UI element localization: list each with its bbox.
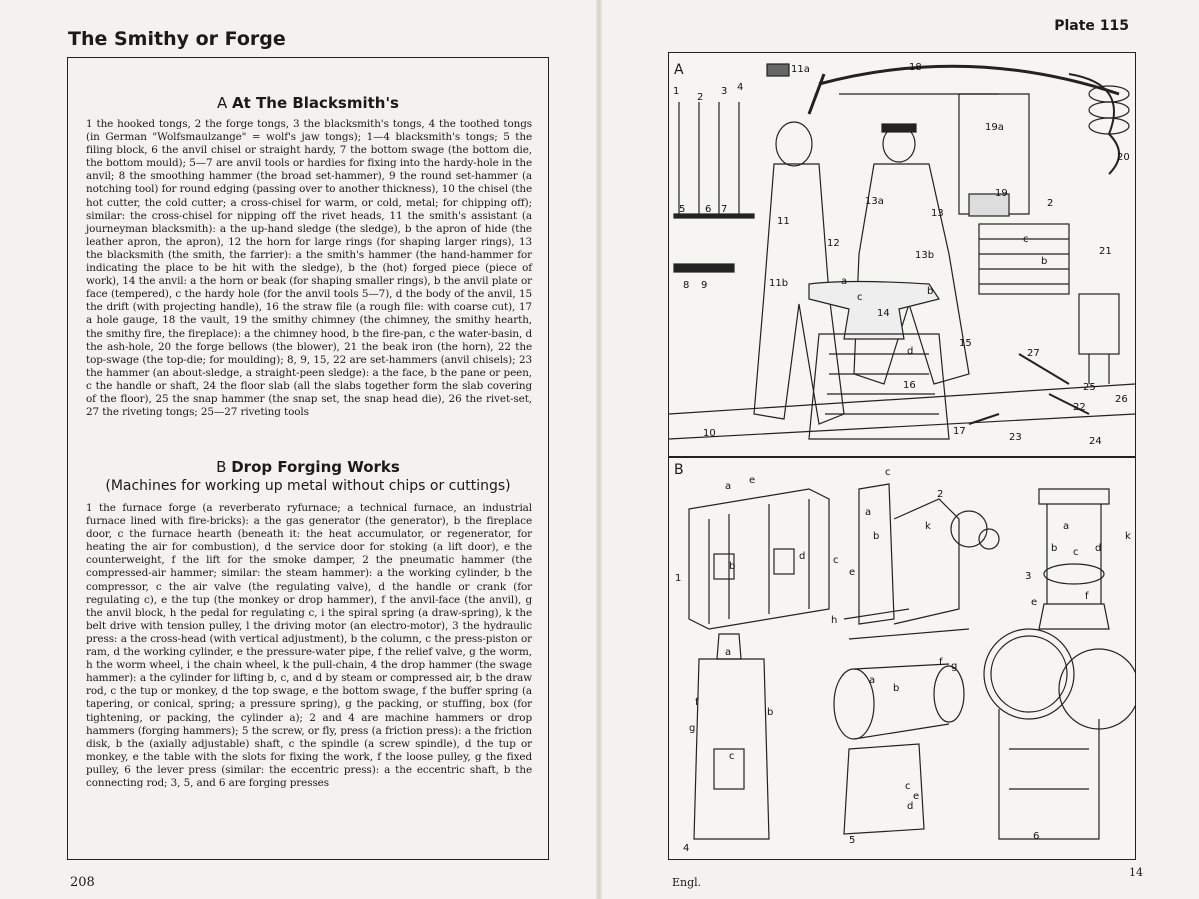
- fig-b-label-g4: g: [689, 723, 696, 734]
- fig-a-label-d: d: [907, 346, 914, 357]
- fig-b-label-d3: d: [1095, 543, 1102, 554]
- page-number-left: 208: [70, 875, 95, 890]
- fig-b-label-f4: f: [695, 697, 699, 708]
- fig-b-label-c3: c: [1073, 547, 1079, 558]
- fig-a-label-5: 5: [679, 204, 686, 215]
- plate-label: Plate 115: [1054, 18, 1129, 34]
- fig-b-label-a5: a: [869, 675, 876, 686]
- fig-a-label-8: 8: [683, 280, 690, 291]
- section-a-body: 1 the hooked tongs, 2 the forge tongs, 3 the blacksmith's tongs, 4 the toothed tongs (in German "Wolfsmaulzange" = wolf's jaw tongs); 1—4 blacksmith's tongs; 5 the filing block, 6 the anvil chisel or straight hardy, 7 the bottom swage (the bottom die, the bottom mould); 5—7 are anvil tools or hardies for fixing into the hardy-hole in the anvil; 8 the smoothing hammer (the broad set-hammer), 9 the round set-hammer (a notching tool) for round edging (passing over to another thickness), 10 the chisel (the hot cutter, the cold cutter; a cross-chisel for warm, or cold, metal; for chipping off); similar: the cross-chisel for nipping off the rivet heads, 11 the smith's assistant (a journeyman blacksmith): a the up-hand sledge (the sledge), b the apron of hide (the leather apron, the apron), 12 the horn for large rings (for shaping larger rings), 13 the blacksmith (the smith, the farrier): a the smith's hammer (the hand-hammer for indicating the place to be hit with the sledge), b the (hot) forged piece (piece of work), 14 the anvil: a the horn or beak (for shaping smaller rings), b the anvil plate or face (tempered), c the hardy hole (for the anvil tools 5—7), d the body of the anvil, 15 the drift (with projecting handle), 16 the straw file (a rough file: with coarse cut), 17 a hole gauge, 18 the vault, 19 the smithy chimney (the chimney, the smithy hearth, the smithy fire, the fireplace): a the chimney hood, b the fire-pan, c the water-basin, d the ash-hole, 20 the forge bellows (the blower), 21 the beak iron (the horn), 22 the top-swage (the top-die; for moulding); 8, 9, 15, 22 are set-hammers (anvil chisels); 23 the hammer (an about-sledge, a straight-peen sledge): a the face, b the pane or peen, c the handle or shaft, 24 the floor slab (all the slabs together form the slab covering of the floor), 25 the snap hammer (the snap set, the snap head die), 26 the rivet-set, 27 the riveting tongs; 25—27 riveting tools: [86, 118, 532, 419]
- fig-b-label-e5: e: [913, 791, 920, 802]
- fig-a-label-20: 20: [1117, 152, 1130, 163]
- fig-a-label-c2: c: [857, 292, 863, 303]
- fig-b-label-e: e: [749, 475, 756, 486]
- fig-b-label-f5: f: [939, 657, 943, 668]
- fig-b-label-b2: b: [873, 531, 880, 542]
- section-b-body: 1 the furnace forge (a reverberato ryfurnace; a technical furnace, an industrial furnace lined with fire-bricks): a the gas generator (the generator), b the fireplace door, c the furnace hearth (beneath it: the heat accumulator, or regenerator, for heating the air for combustion), d the service door for stoking (a lift door), e the counterweight, f the lift for the smoke damper, 2 the pneumatic hammer (the compressed-air hammer; similar: the steam hammer): a the working cylinder, b the compressor, c the air valve (the regulating valve), d the handle or crank (for regulating c), e the tup (the monkey or drop hammer), f the anvil-face (the anvil), g the anvil block, h the pedal for regulating c, i the spiral spring (a draw-spring), k the belt drive with tension pulley, l the driving motor (an electro-motor), 3 the hydraulic press: a the cross-head (with vertical adjustment), b the column, c the press-piston or ram, d the working cylinder, e the pressure-water pipe, f the relief valve, g the worm, h the worm wheel, i the chain wheel, k the pull-chain, 4 the drop hammer (the swage hammer): a the cylinder for lifting b, c, and d by steam or compressed air, b the draw rod, c the tup or monkey, d the top swage, e the bottom swage, f the buffer spring (a tapering, or conical, spring; a pressure spring), g the packing, or stuffing, box (for tightening, or packing, the cylinder a); 2 and 4 are machine hammers or drop hammers (forging hammers); 5 the screw, or fly, press (a friction press): a the friction disk, b the (axially adjustable) shaft, c the spindle (a screw spindle), d the tup or monkey, e the table with the slots for fixing the work, f the loose pulley, g the fixed pulley, 6 the lever press (similar: the eccentric press): a the eccentric shaft, b the connecting rod; 3, 5, and 6 are forging presses: [86, 502, 532, 789]
- fig-a-label-12: 12: [827, 238, 840, 249]
- fig-a-label-11: 11: [777, 216, 790, 227]
- fig-a-label-13a: 13a: [865, 196, 884, 207]
- fig-a-label-6: 6: [705, 204, 712, 215]
- fig-a-label-19a: 19a: [985, 122, 1004, 133]
- fig-a-label-25: 25: [1083, 382, 1096, 393]
- fig-b-label-d5: d: [907, 801, 914, 812]
- fig-a-label-2b: 2: [1047, 198, 1054, 209]
- fig-a-label-b: b: [1041, 256, 1048, 267]
- fig-b-label-e3: e: [1031, 597, 1038, 608]
- fig-b-label-b: b: [729, 561, 736, 572]
- fig-b-label-a2: a: [865, 507, 872, 518]
- fig-a-label-11b: 11b: [769, 278, 789, 289]
- fig-a-label-7: 7: [721, 204, 728, 215]
- fig-b-label-6: 6: [1033, 831, 1040, 842]
- fig-a-label-17: 17: [953, 426, 966, 437]
- page-title: The Smithy or Forge: [68, 28, 286, 50]
- fig-b-label-2: 2: [937, 489, 944, 500]
- fig-b-label-b5: b: [893, 683, 900, 694]
- fig-b-label-h: h: [831, 615, 838, 626]
- fig-b-label-a4: a: [725, 647, 732, 658]
- fig-a-label-16: 16: [903, 380, 916, 391]
- fig-b-label-d: d: [799, 551, 806, 562]
- text-frame: [67, 57, 549, 860]
- fig-a-label-10: 10: [703, 428, 716, 439]
- fig-b-label-b4: b: [767, 707, 774, 718]
- fig-b-label-5: 5: [849, 835, 856, 846]
- fig-b-label-c4: c: [729, 751, 735, 762]
- fig-a-label-9: 9: [701, 280, 708, 291]
- fig-a-label-18: 18: [909, 62, 922, 73]
- section-b-subheading: (Machines for working up metal without chips or cuttings): [105, 478, 511, 494]
- footer-mark: Engl.: [672, 876, 702, 889]
- fig-a-label-21: 21: [1099, 246, 1112, 257]
- fig-b-label-1: 1: [675, 573, 682, 584]
- left-page: [0, 0, 598, 899]
- fig-b-label-a: a: [725, 481, 732, 492]
- section-a-letter: A: [217, 94, 228, 112]
- fig-a-label-22: 22: [1073, 402, 1086, 413]
- fig-a-label-b2: b: [927, 286, 934, 297]
- fig-b-label-k: k: [925, 521, 931, 532]
- fig-a-label-15: 15: [959, 338, 972, 349]
- page-number-right: 14: [1129, 866, 1143, 879]
- fig-a-label-14: 14: [877, 308, 890, 319]
- fig-a-label-13b: 13b: [915, 250, 935, 261]
- fig-a-label-27: 27: [1027, 348, 1040, 359]
- fig-b-label-4: 4: [683, 843, 690, 854]
- fig-a-label-a: a: [841, 276, 848, 287]
- fig-a-label-26: 26: [1115, 394, 1128, 405]
- smithy-illustration: [669, 54, 1135, 454]
- plate-divider: [668, 456, 1136, 458]
- fig-b-label-f3: f: [1085, 591, 1089, 602]
- fig-a-label-1: 1: [673, 86, 680, 97]
- fig-b-label-a3: a: [1063, 521, 1070, 532]
- fig-a-label-23: 23: [1009, 432, 1022, 443]
- fig-b-label-g5: g: [951, 661, 958, 672]
- fig-a-label-13: 13: [931, 208, 944, 219]
- fig-b-label-c2: c: [885, 467, 891, 478]
- fig-a-label-24: 24: [1089, 436, 1102, 447]
- fig-a-label-11a: 11a: [791, 64, 810, 75]
- drop-forging-illustration: [669, 459, 1135, 858]
- fig-a-label-19: 19: [995, 188, 1008, 199]
- section-a-heading: [68, 94, 548, 112]
- section-a-title: At The Blacksmith's: [232, 94, 399, 112]
- fig-b-label-c: c: [833, 555, 839, 566]
- fig-b-label-k3: k: [1125, 531, 1131, 542]
- fig-a-label-2: 2: [697, 92, 704, 103]
- panel-b-letter: B: [674, 462, 684, 478]
- fig-b-label-c5: c: [905, 781, 911, 792]
- panel-a-letter: A: [674, 62, 684, 78]
- fig-a-label-c: c: [1023, 234, 1029, 245]
- fig-a-label-4: 4: [737, 82, 744, 93]
- fig-a-label-3: 3: [721, 86, 728, 97]
- section-b-title: Drop Forging Works: [231, 458, 400, 476]
- fig-b-label-b3: b: [1051, 543, 1058, 554]
- section-b-heading: [68, 458, 548, 476]
- fig-b-label-e2: e: [849, 567, 856, 578]
- fig-b-label-3: 3: [1025, 571, 1032, 582]
- section-b-letter: B: [216, 458, 227, 476]
